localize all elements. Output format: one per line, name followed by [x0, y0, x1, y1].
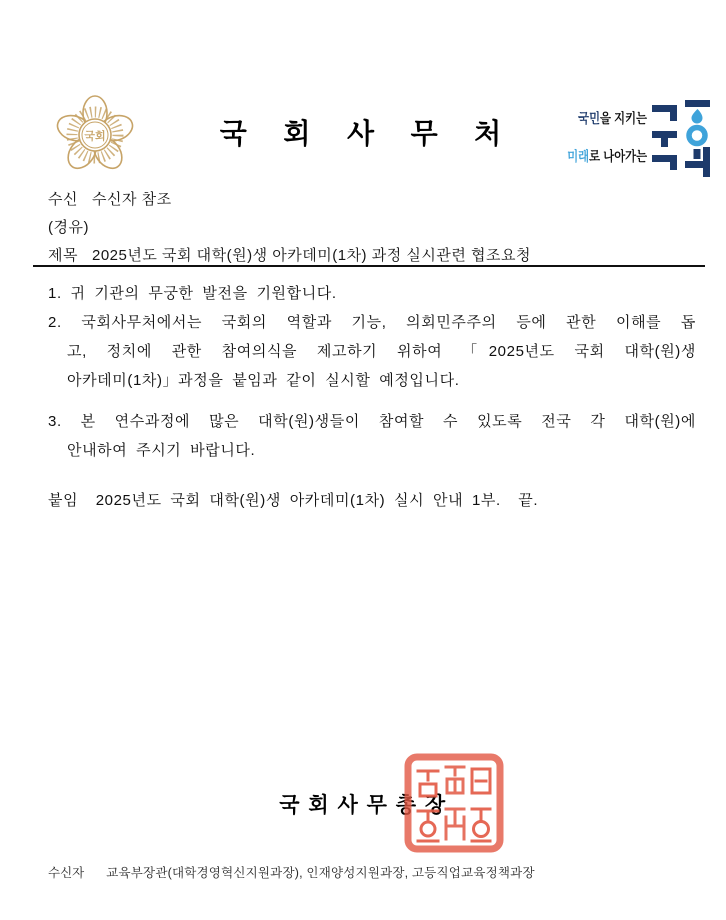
subject-label: 제목: [48, 247, 78, 264]
footer-recipients-value: 교육부장관(대학경영혁신지원과장), 인재양성지원과장, 고등직업교육정책과장: [106, 866, 535, 880]
emblem-label: 국회: [84, 130, 106, 143]
paragraph-3: [48, 407, 696, 465]
slogan-line-1: 국민을 지키는: [578, 111, 647, 126]
footer-recipients: [48, 863, 535, 881]
document-body: [48, 279, 696, 515]
paragraph-2: [48, 308, 696, 395]
recipient-label: 수신: [48, 191, 78, 208]
official-seal-icon: [402, 751, 506, 855]
paragraph-3-line-2: 안내하여 주시기 바랍니다.: [67, 442, 256, 459]
brand-slogans: [552, 98, 647, 174]
footer-recipients-label: 수신자: [48, 866, 85, 880]
signature-title: 국 회 사 무 총 장: [279, 794, 447, 817]
attachment-line: 붙임 2025년도 국회 대학(원)생 아카데미(1차) 실시 안내 1부. 끝.: [48, 492, 539, 509]
subject-value: 2025년도 국회 대학(원)생 아카데미(1차) 과정 실시관련 협조요청: [91, 247, 531, 264]
paragraph-3-line-1: 3. 본 연수과정에 많은 대학(원)생들이 참여할 수 있도록 전국 각 대학(원)에: [48, 413, 696, 430]
document-meta: [48, 186, 531, 270]
slogan-line-2: 미래로 나아가는: [567, 149, 647, 164]
recipient-value: 수신자 참조: [91, 191, 172, 208]
paragraph-2-line-2: 고, 정치에 관한 참여의식을 제고하기 위하여 「2025년도 국회 대학(원)생: [67, 343, 696, 360]
header-divider: [33, 265, 705, 267]
via-line: (경유): [48, 219, 89, 236]
recipient-line: [48, 186, 531, 214]
document-title: 국 회 사 무 처: [219, 118, 507, 149]
assembly-brand-logo: [552, 94, 710, 178]
assembly-logotype-icon: [652, 95, 710, 177]
paragraph-2-line-3: 아카데미(1차)」과정을 붙임과 같이 실시할 예정입니다.: [67, 372, 460, 389]
paragraph-1: 1. 귀 기관의 무궁한 발전을 기원합니다.: [48, 285, 337, 302]
paragraph-2-line-1: 2. 국회사무처에서는 국회의 역할과 기능, 의회민주주의 등에 관한 이해를 돕: [48, 314, 696, 331]
